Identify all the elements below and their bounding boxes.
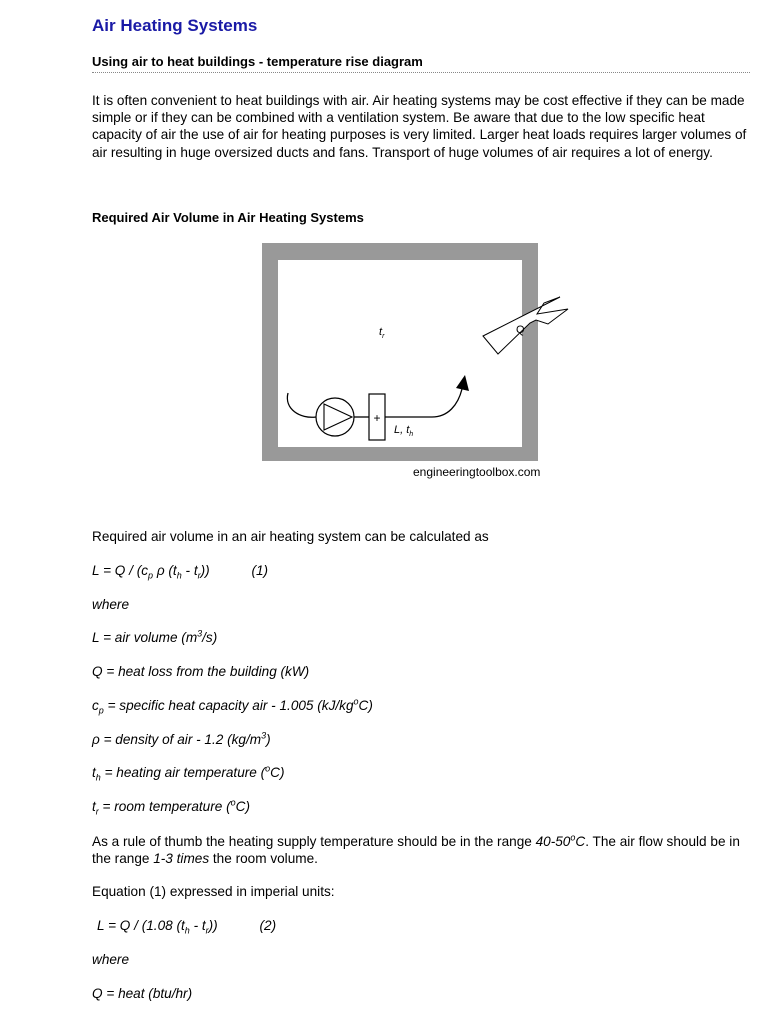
var-L: L = air volume $(m^3/s)$ bbox=[92, 628, 218, 645]
equation-1-number: (1) bbox=[251, 563, 269, 578]
page-subtitle: Using air to heat buildings - temperature rise diagram bbox=[92, 54, 750, 73]
supply-label: L, $t_h$ bbox=[394, 424, 414, 438]
room-temp-label: $t_r$ bbox=[379, 326, 385, 340]
rule-of-thumb: As a rule of thumb the heating supply temperature should be in the range 40-50$^o$C. The air flow should be in the range 1-3 times the room volume. bbox=[92, 832, 740, 867]
equation-1: $L = Q / (c_p$ ρ $(t_h - t_r)$) (1) bbox=[92, 563, 269, 581]
var-th: $t_h$ = heating air temperature ($^o$C) bbox=[92, 763, 285, 783]
fan-icon bbox=[316, 398, 354, 436]
var-rho: ρ = density of air - 1.2 $(kg/m^3)$ bbox=[92, 730, 271, 747]
calc-intro: Required air volume in an air heating system can be calculated as bbox=[92, 529, 489, 544]
room-interior bbox=[278, 260, 522, 447]
var-cp: $c_p$ = specific heat capacity air - 1.005 $(kJ/kg^oC)$ bbox=[92, 696, 373, 716]
heater-plus-icon: + bbox=[373, 411, 381, 425]
section-heading: Required Air Volume in Air Heating Systems bbox=[92, 210, 364, 225]
equation-2-number: (2) bbox=[259, 918, 277, 933]
var-Q-imperial: Q = heat (btu/hr) bbox=[92, 986, 193, 1001]
var-tr: $t_r$ = room temperature ($^o$C) bbox=[92, 797, 250, 817]
intro-paragraph: It is often convenient to heat buildings with air. Air heating systems may be cost effective if they can be made simple or if they can be combined with a ventilation system. Be aware that due to the low specific heat capacity of air the use of air for heating purposes is very limited. Larger heat loads requires larger volumes of air resulting in huge oversized ducts and fans. Transport of huge volumes of air requires a lot of energy. bbox=[92, 93, 747, 160]
heat-label: Q bbox=[516, 324, 525, 336]
var-Q: Q = heat loss from the building (kW) bbox=[92, 664, 310, 679]
air-heating-diagram bbox=[262, 243, 572, 483]
diagram-credit: engineeringtoolbox.com bbox=[413, 465, 541, 479]
equation-2: L = Q / (1.08 $(t_h - t_r)$) (2) bbox=[97, 918, 277, 936]
where-label-2: where bbox=[92, 952, 130, 967]
where-label-1: where bbox=[92, 597, 130, 612]
imperial-intro: Equation (1) expressed in imperial units: bbox=[92, 884, 335, 899]
page-title: Air Heating Systems bbox=[92, 16, 258, 35]
